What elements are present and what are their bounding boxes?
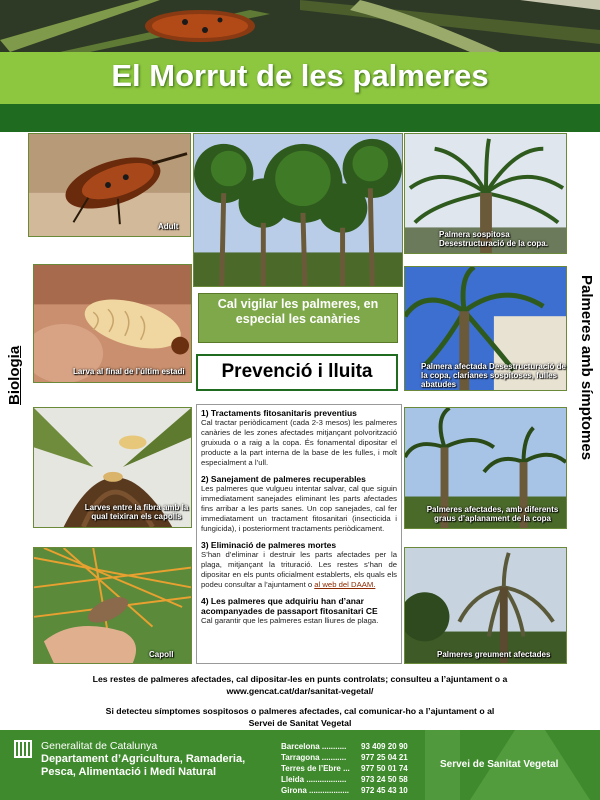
phone-row <box>281 785 441 796</box>
phone-city: Lleida .................. <box>281 775 347 784</box>
phone-city: Terres de l’Ebre ... <box>281 764 350 773</box>
footer-dept <box>41 753 245 779</box>
notice-restes <box>0 673 600 697</box>
section-3-title: 3) Eliminació de palmeres mortes <box>201 540 337 550</box>
notice-restes-line1: Les restes de palmeres afectades, cal dipositar-les en punts controlats; consulteu a l’ajuntament o a <box>92 674 508 684</box>
text-column <box>196 404 402 664</box>
caption-adult: Adult <box>158 222 179 231</box>
photo-palmeres-center <box>193 133 403 287</box>
footer-dept-line2: Pesca, Alimentació i Medi Natural <box>41 766 217 778</box>
caption-palmera-sospitosa: Palmera sospitosa Desestructuració de la copa. <box>439 230 548 248</box>
phone-row <box>281 752 441 763</box>
section-1 <box>201 408 397 468</box>
phone-number: 977 50 01 74 <box>361 764 408 773</box>
title-band-dark <box>0 104 600 132</box>
caption-capoll: Capoll <box>149 650 174 659</box>
caption-larves-fibra: Larves entre la fibra amb la qual teixiran els capolls <box>84 503 189 521</box>
section-2-title: 2) Sanejament de palmeres recuperables <box>201 474 366 484</box>
caption-palmeres-afectades: Palmeres afectades, amb diferents graus d’aplanament de la copa <box>426 505 559 523</box>
notice-simptomes-line2: Servei de Sanitat Vegetal <box>248 718 352 728</box>
notice-simptomes-line1: Si detecteu símptomes sospitosos o palmeres afectades, cal comunicar-ho a l’ajuntament o al <box>105 706 495 716</box>
side-label-simptomes: Palmeres amb símptomes <box>578 275 595 461</box>
phone-row <box>281 763 441 774</box>
section-3 <box>201 540 397 590</box>
phone-number: 973 24 50 58 <box>361 775 408 784</box>
phone-city: Barcelona ........... <box>281 742 347 751</box>
daam-web-link[interactable]: al web del DAAM. <box>314 580 376 589</box>
caption-larva: Larva al final de l’últim estadi <box>73 367 185 376</box>
caption-palmeres-greument: Palmeres greument afectades <box>437 650 551 659</box>
section-4-title: 4) Les palmeres que adquiriu han d’anar acompanyades de passaport fitosanitari CE <box>201 596 378 616</box>
phone-number: 972 45 43 10 <box>361 786 408 795</box>
notice-restes-url: www.gencat.cat/dar/sanitat-vegetal/ <box>226 686 374 696</box>
notice-simptomes <box>0 705 600 729</box>
vigilar-text: Cal vigilar les palmeres, en especial les canàries <box>217 297 379 326</box>
photo-larva <box>33 264 192 383</box>
section-3-body: S’han d’eliminar i destruir les parts afectades per la plaga, mitjançant la trituració. Les restes s’han de dipositar en els punts oficialment establerts, els quals els podeu consultar a l’ajuntament o <box>201 550 397 589</box>
page-title: El Morrut de les palmeres <box>111 58 489 93</box>
side-label-biologia: Biologia <box>6 345 23 405</box>
phone-number: 93 409 20 90 <box>361 742 408 751</box>
footer-gov: Generalitat de Catalunya <box>41 740 158 752</box>
phone-row <box>281 741 441 752</box>
section-1-body: Cal tractar periòdicament (cada 2-3 mesos) les palmeres canàries de les zones afectades mitjançant polvorització gruixuda o a raig a la copa. És fonamental dipositar el producte a la part interna de la base de les fulles, i molt especialment a l’ull. <box>201 418 397 467</box>
footer-phones <box>281 741 441 796</box>
phone-city: Girona .................. <box>281 786 350 795</box>
phone-city: Tarragona ........... <box>281 753 347 762</box>
photo-palmeres-greument <box>404 547 567 664</box>
caption-palmera-afectada: Palmera afectada Desestructuració de la copa, clarianes sospitoses, fulles abatudes <box>421 362 566 389</box>
section-2-body: Les palmeres que vulgueu intentar salvar, cal que siguin immediatament sanejades eliminant les parts afectades fins arribar a les parts sanes. Un cop sanejades, cal fer immediatament un tractament fitosanitari (insecticida i fungicida), i posteriorment tractaments periòdicament. <box>201 484 397 533</box>
section-4 <box>201 596 397 626</box>
section-4-body: Cal garantir que les palmeres estan lliures de plaga. <box>201 616 379 625</box>
phone-row <box>281 774 441 785</box>
gencat-logo-icon <box>14 740 32 758</box>
phone-number: 977 25 04 21 <box>361 753 408 762</box>
section-2 <box>201 474 397 534</box>
photo-capoll <box>33 547 192 664</box>
footer-dept-line1: Departament d’Agricultura, Ramaderia, <box>41 753 246 765</box>
footer-servei: Servei de Sanitat Vegetal <box>440 759 559 770</box>
section-1-title: 1) Tractaments fitosanitaris preventius <box>201 408 357 418</box>
header-photo <box>0 0 600 52</box>
prevencio-title: Prevenció i lluita <box>221 361 373 382</box>
